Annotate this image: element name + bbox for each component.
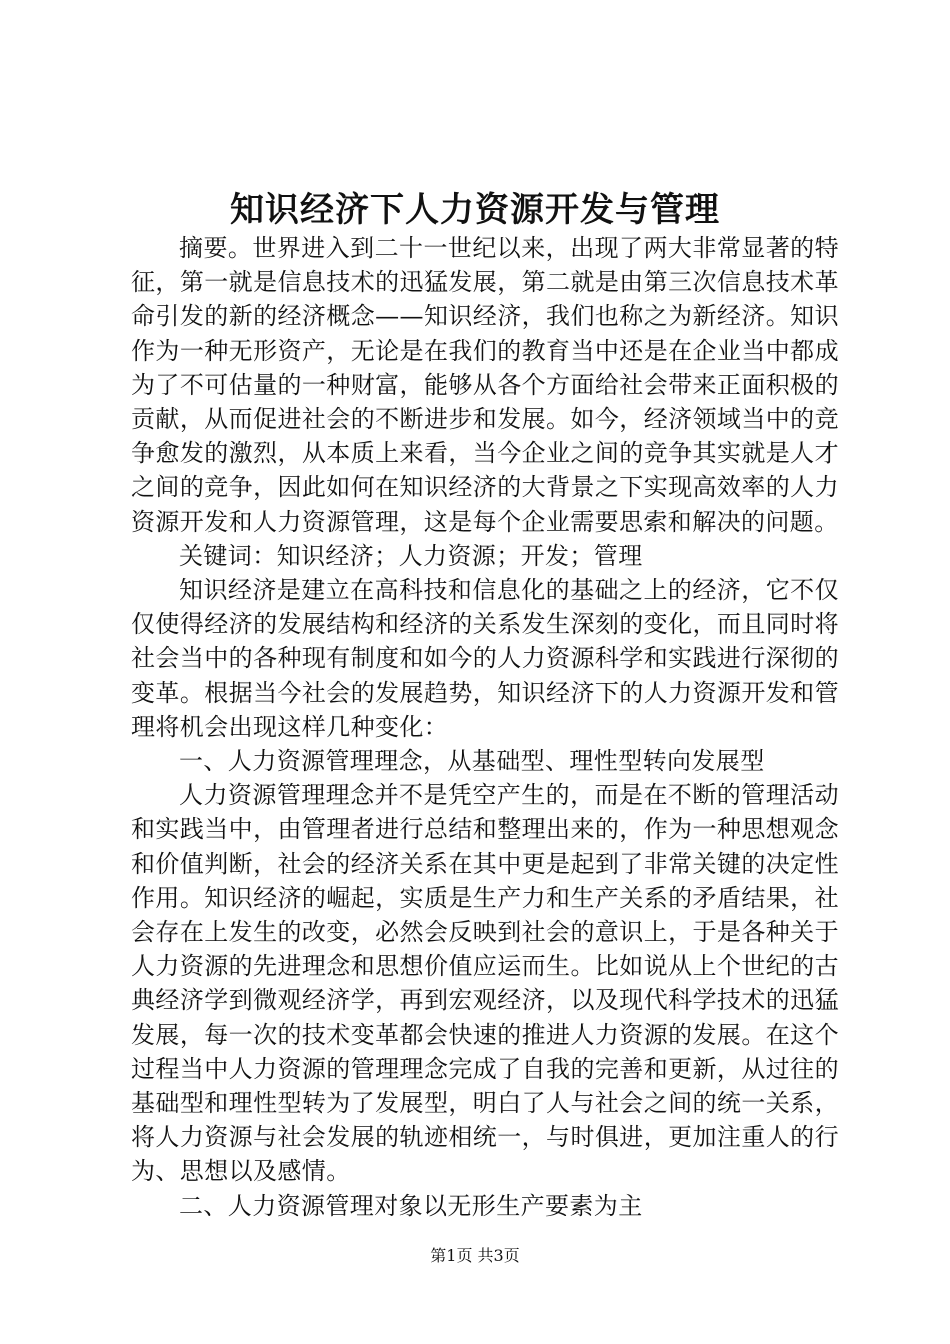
section-1-paragraph: 人力资源管理理念并不是凭空产生的，而是在不断的管理活动和实践当中，由管理者进行总结和整理出来的，作为一种思想观念和价值判断，社会的经济关系在其中更是起到了非常关键的决定性作用。知识经济的崛起，实质是生产力和生产关系的矛盾结果，社会存在上发生的改变，必然会反映到社会的意识上，于是各种关于人力资源的先进理念和思想价值应运而生。比如说从上个世纪的古典经济学到微观经济学，再到宏观经济，以及现代科学技术的迅猛发展，每一次的技术变革都会快速的推进人力资源的发展。在这个过程当中人力资源的管理理念完成了自我的完善和更新，从过往的基础型和理性型转为了发展型，明白了人与社会之间的统一关系，将人力资源与社会发展的轨迹相统一，与时俱进，更加注重人的行为、思想以及感情。 <box>131 781 839 1186</box>
abstract-paragraph: 摘要。世界进入到二十一世纪以来，出现了两大非常显著的特征，第一就是信息技术的迅猛发展，第二就是由第三次信息技术革命引发的新的经济概念——知识经济，我们也称之为新经济。知识作为一种无形资产，无论是在我们的教育当中还是在企业当中都成为了不可估量的一种财富，能够从各个方面给社会带来正面积极的贡献，从而促进社会的不断进步和发展。如今，经济领域当中的竞争愈发的激烈，从本质上来看，当今企业之间的竞争其实就是人才之间的竞争，因此如何在知识经济的大背景之下实现高效率的人力资源开发和人力资源管理，这是每个企业需要思索和解决的问题。 <box>131 234 839 536</box>
section-heading-1: 一、人力资源管理理念，从基础型、理性型转向发展型 <box>179 747 765 776</box>
document-title: 知识经济下人力资源开发与管理 <box>230 190 720 230</box>
section-heading-2: 二、人力资源管理对象以无形生产要素为主 <box>179 1191 643 1220</box>
document-body <box>131 231 839 1223</box>
keywords-paragraph: 关键词：知识经济；人力资源；开发；管理 <box>179 541 643 570</box>
page-footer: 第1页 共3页 <box>430 1246 520 1265</box>
intro-paragraph: 知识经济是建立在高科技和信息化的基础之上的经济，它不仅仅使得经济的发展结构和经济的关系发生深刻的变化，而且同时将社会当中的各种现有制度和如今的人力资源科学和实践进行深彻的变革。根据当今社会的发展趋势，知识经济下的人力资源开发和管理将机会出现这样几种变化： <box>131 576 839 741</box>
